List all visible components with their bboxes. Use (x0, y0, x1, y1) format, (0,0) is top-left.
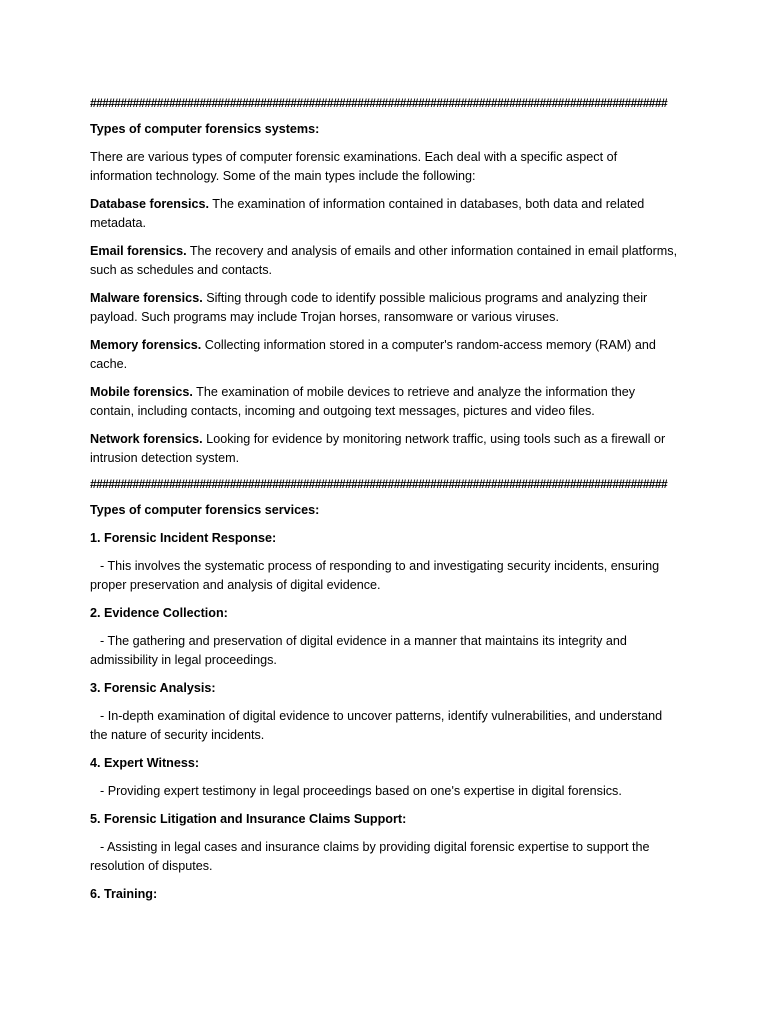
service-title: 1. Forensic Incident Response: (90, 531, 277, 545)
system-text: The examination of information contained in databases, both data and related metadata. (90, 197, 645, 230)
system-term: Network forensics. (90, 432, 203, 446)
system-item (90, 383, 682, 421)
system-item (90, 195, 682, 233)
system-item (90, 242, 682, 280)
separator-line: ############################################################################################### (90, 477, 668, 491)
system-term: Email forensics. (90, 244, 187, 258)
system-text: The recovery and analysis of emails and other information contained in email platforms, such as schedules and contacts. (90, 244, 678, 277)
services-heading: Types of computer forensics services: (90, 503, 320, 517)
system-text: Looking for evidence by monitoring network traffic, using tools such as a firewall or intrusion detection system. (90, 432, 666, 465)
system-text: Collecting information stored in a computer's random-access memory (RAM) and cache. (90, 338, 656, 371)
separator-line: ############################################################################################### (90, 96, 668, 110)
system-term: Malware forensics. (90, 291, 203, 305)
system-term: Memory forensics. (90, 338, 202, 352)
system-item (90, 289, 682, 327)
service-desc: - The gathering and preservation of digital evidence in a manner that maintains its integrity and admissibility in legal proceedings. (90, 634, 627, 667)
systems-intro: There are various types of computer forensic examinations. Each deal with a specific aspect of information technology. Some of the main types include the following: (90, 150, 618, 183)
system-item (90, 430, 682, 468)
system-text: The examination of mobile devices to retrieve and analyze the information they contain, including contacts, incoming and outgoing text messages, pictures and video files. (90, 385, 636, 418)
system-text: Sifting through code to identify possible malicious programs and analyzing their payload. Such programs may include Trojan horses, ransomware or various viruses. (90, 291, 648, 324)
service-title: 5. Forensic Litigation and Insurance Claims Support: (90, 812, 407, 826)
system-term: Database forensics. (90, 197, 209, 211)
service-desc: - Providing expert testimony in legal proceedings based on one's expertise in digital forensics. (100, 784, 622, 798)
service-title: 2. Evidence Collection: (90, 606, 228, 620)
system-term: Mobile forensics. (90, 385, 193, 399)
systems-heading: Types of computer forensics systems: (90, 122, 320, 136)
service-title: 6. Training: (90, 887, 158, 901)
system-item (90, 336, 682, 374)
service-desc: - This involves the systematic process of responding to and investigating security incidents, ensuring proper preservation and analysis of digital evidence. (90, 559, 660, 592)
service-desc: - Assisting in legal cases and insurance claims by providing digital forensic expertise to support the resolution of disputes. (90, 840, 650, 873)
service-title: 4. Expert Witness: (90, 756, 200, 770)
service-title: 3. Forensic Analysis: (90, 681, 216, 695)
document-page (90, 96, 682, 913)
service-desc: - In-depth examination of digital evidence to uncover patterns, identify vulnerabilities, and understand the nature of security incidents. (90, 709, 663, 742)
